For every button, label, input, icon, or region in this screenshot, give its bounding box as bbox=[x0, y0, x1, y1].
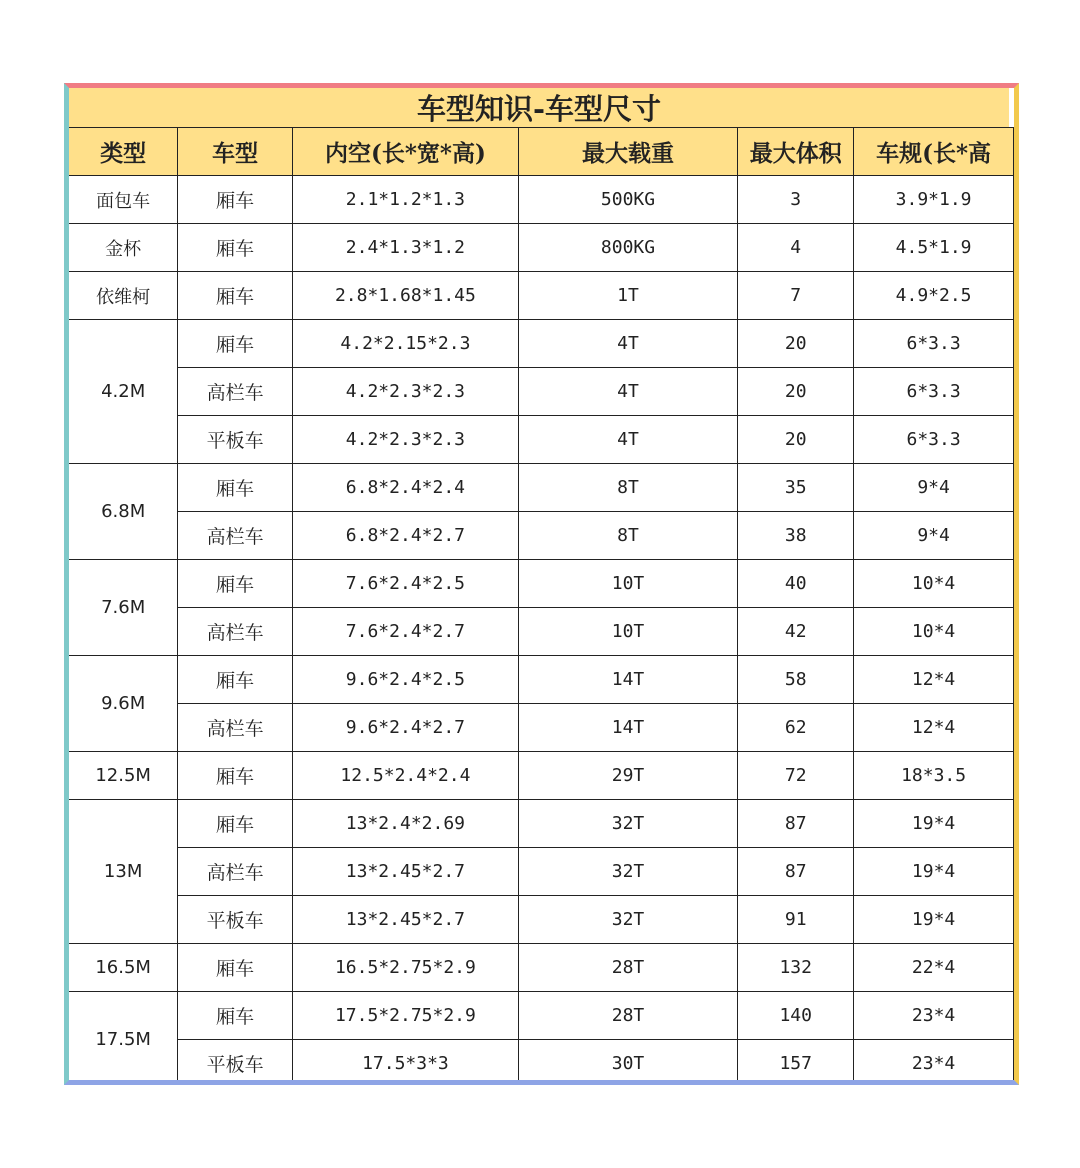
cell-vehicle-spec: 9*4 bbox=[854, 464, 1014, 512]
cell-type: 6.8M bbox=[69, 464, 178, 560]
table-row bbox=[69, 992, 1014, 1040]
cell-inner-size: 7.6*2.4*2.5 bbox=[293, 560, 519, 608]
cell-inner-size: 6.8*2.4*2.4 bbox=[293, 464, 519, 512]
cell-max-volume: 20 bbox=[738, 368, 854, 416]
cell-max-load: 30T bbox=[518, 1040, 737, 1086]
cell-max-volume: 87 bbox=[738, 848, 854, 896]
cell-type: 7.6M bbox=[69, 560, 178, 656]
table-title: 车型知识-车型尺寸 bbox=[69, 88, 1009, 128]
table-row bbox=[69, 752, 1014, 800]
cell-max-load: 28T bbox=[518, 944, 737, 992]
table-row bbox=[69, 320, 1014, 368]
cell-max-load: 800KG bbox=[518, 224, 737, 272]
cell-model: 厢车 bbox=[178, 800, 293, 848]
cell-max-volume: 72 bbox=[738, 752, 854, 800]
table-row bbox=[69, 704, 1014, 752]
table-row bbox=[69, 800, 1014, 848]
cell-inner-size: 9.6*2.4*2.7 bbox=[293, 704, 519, 752]
table-row bbox=[69, 608, 1014, 656]
cell-max-load: 8T bbox=[518, 464, 737, 512]
cell-max-load: 29T bbox=[518, 752, 737, 800]
cell-model: 厢车 bbox=[178, 176, 293, 224]
cell-vehicle-spec: 18*3.5 bbox=[854, 752, 1014, 800]
cell-max-load: 14T bbox=[518, 656, 737, 704]
cell-type: 13M bbox=[69, 800, 178, 944]
cell-vehicle-spec: 19*4 bbox=[854, 800, 1014, 848]
cell-model: 厢车 bbox=[178, 752, 293, 800]
header-max-load: 最大载重 bbox=[518, 128, 737, 176]
cell-vehicle-spec: 10*4 bbox=[854, 608, 1014, 656]
cell-vehicle-spec: 19*4 bbox=[854, 848, 1014, 896]
cell-max-load: 1T bbox=[518, 272, 737, 320]
cell-inner-size: 4.2*2.3*2.3 bbox=[293, 416, 519, 464]
header-vehicle-spec: 车规(长*高 bbox=[854, 128, 1014, 176]
cell-inner-size: 12.5*2.4*2.4 bbox=[293, 752, 519, 800]
table-row bbox=[69, 896, 1014, 944]
header-model: 车型 bbox=[178, 128, 293, 176]
cell-type: 16.5M bbox=[69, 944, 178, 992]
cell-vehicle-spec: 19*4 bbox=[854, 896, 1014, 944]
cell-vehicle-spec: 6*3.3 bbox=[854, 320, 1014, 368]
cell-max-load: 8T bbox=[518, 512, 737, 560]
table-row bbox=[69, 416, 1014, 464]
cell-inner-size: 7.6*2.4*2.7 bbox=[293, 608, 519, 656]
cell-max-volume: 91 bbox=[738, 896, 854, 944]
cell-max-volume: 42 bbox=[738, 608, 854, 656]
cell-vehicle-spec: 4.9*2.5 bbox=[854, 272, 1014, 320]
cell-inner-size: 13*2.45*2.7 bbox=[293, 848, 519, 896]
vehicle-size-table bbox=[69, 127, 1014, 1085]
cell-max-load: 14T bbox=[518, 704, 737, 752]
cell-max-load: 10T bbox=[518, 608, 737, 656]
cell-model: 平板车 bbox=[178, 896, 293, 944]
cell-vehicle-spec: 6*3.3 bbox=[854, 368, 1014, 416]
cell-type: 金杯 bbox=[69, 224, 178, 272]
cell-type: 17.5M bbox=[69, 992, 178, 1086]
cell-max-load: 32T bbox=[518, 848, 737, 896]
cell-model: 厢车 bbox=[178, 656, 293, 704]
cell-max-volume: 58 bbox=[738, 656, 854, 704]
cell-type: 12.5M bbox=[69, 752, 178, 800]
cell-model: 高栏车 bbox=[178, 608, 293, 656]
cell-vehicle-spec: 3.9*1.9 bbox=[854, 176, 1014, 224]
cell-vehicle-spec: 12*4 bbox=[854, 656, 1014, 704]
cell-model: 高栏车 bbox=[178, 848, 293, 896]
cell-vehicle-spec: 6*3.3 bbox=[854, 416, 1014, 464]
cell-inner-size: 4.2*2.15*2.3 bbox=[293, 320, 519, 368]
table-row bbox=[69, 560, 1014, 608]
cell-inner-size: 13*2.4*2.69 bbox=[293, 800, 519, 848]
cell-inner-size: 4.2*2.3*2.3 bbox=[293, 368, 519, 416]
cell-max-volume: 38 bbox=[738, 512, 854, 560]
cell-type: 依维柯 bbox=[69, 272, 178, 320]
cell-model: 厢车 bbox=[178, 992, 293, 1040]
cell-inner-size: 2.8*1.68*1.45 bbox=[293, 272, 519, 320]
cell-max-volume: 132 bbox=[738, 944, 854, 992]
cell-max-volume: 4 bbox=[738, 224, 854, 272]
cell-max-load: 32T bbox=[518, 800, 737, 848]
header-type: 类型 bbox=[69, 128, 178, 176]
cell-model: 平板车 bbox=[178, 416, 293, 464]
cell-max-volume: 20 bbox=[738, 416, 854, 464]
cell-model: 厢车 bbox=[178, 320, 293, 368]
table-row bbox=[69, 656, 1014, 704]
table-row bbox=[69, 224, 1014, 272]
cell-inner-size: 17.5*2.75*2.9 bbox=[293, 992, 519, 1040]
cell-model: 平板车 bbox=[178, 1040, 293, 1086]
cell-max-load: 10T bbox=[518, 560, 737, 608]
table-row bbox=[69, 1040, 1014, 1086]
cell-max-volume: 20 bbox=[738, 320, 854, 368]
cell-vehicle-spec: 12*4 bbox=[854, 704, 1014, 752]
cell-inner-size: 9.6*2.4*2.5 bbox=[293, 656, 519, 704]
table-row bbox=[69, 944, 1014, 992]
cell-inner-size: 6.8*2.4*2.7 bbox=[293, 512, 519, 560]
cell-type: 4.2M bbox=[69, 320, 178, 464]
cell-max-load: 4T bbox=[518, 416, 737, 464]
cell-inner-size: 2.1*1.2*1.3 bbox=[293, 176, 519, 224]
cell-max-volume: 157 bbox=[738, 1040, 854, 1086]
cell-max-volume: 3 bbox=[738, 176, 854, 224]
cell-vehicle-spec: 9*4 bbox=[854, 512, 1014, 560]
cell-inner-size: 17.5*3*3 bbox=[293, 1040, 519, 1086]
cell-max-volume: 7 bbox=[738, 272, 854, 320]
cell-inner-size: 13*2.45*2.7 bbox=[293, 896, 519, 944]
table-row bbox=[69, 176, 1014, 224]
cell-max-volume: 140 bbox=[738, 992, 854, 1040]
cell-model: 高栏车 bbox=[178, 368, 293, 416]
header-max-volume: 最大体积 bbox=[738, 128, 854, 176]
cell-max-volume: 40 bbox=[738, 560, 854, 608]
cell-max-load: 4T bbox=[518, 368, 737, 416]
cell-model: 高栏车 bbox=[178, 704, 293, 752]
cell-vehicle-spec: 22*4 bbox=[854, 944, 1014, 992]
cell-vehicle-spec: 23*4 bbox=[854, 992, 1014, 1040]
cell-vehicle-spec: 10*4 bbox=[854, 560, 1014, 608]
cell-inner-size: 2.4*1.3*1.2 bbox=[293, 224, 519, 272]
cell-vehicle-spec: 23*4 bbox=[854, 1040, 1014, 1086]
table-row bbox=[69, 368, 1014, 416]
cell-max-load: 4T bbox=[518, 320, 737, 368]
cell-max-volume: 87 bbox=[738, 800, 854, 848]
header-row bbox=[69, 128, 1014, 176]
cell-max-load: 28T bbox=[518, 992, 737, 1040]
cell-inner-size: 16.5*2.75*2.9 bbox=[293, 944, 519, 992]
table-row bbox=[69, 848, 1014, 896]
header-inner-size: 内空(长*宽*高) bbox=[293, 128, 519, 176]
cell-model: 厢车 bbox=[178, 464, 293, 512]
table-row bbox=[69, 272, 1014, 320]
cell-model: 高栏车 bbox=[178, 512, 293, 560]
cell-model: 厢车 bbox=[178, 224, 293, 272]
cell-model: 厢车 bbox=[178, 560, 293, 608]
cell-model: 厢车 bbox=[178, 272, 293, 320]
cell-type: 面包车 bbox=[69, 176, 178, 224]
cell-type: 9.6M bbox=[69, 656, 178, 752]
table-row bbox=[69, 512, 1014, 560]
cell-max-volume: 62 bbox=[738, 704, 854, 752]
cell-max-load: 500KG bbox=[518, 176, 737, 224]
table-row bbox=[69, 464, 1014, 512]
cell-max-load: 32T bbox=[518, 896, 737, 944]
cell-max-volume: 35 bbox=[738, 464, 854, 512]
cell-model: 厢车 bbox=[178, 944, 293, 992]
table-frame bbox=[64, 83, 1019, 1085]
cell-vehicle-spec: 4.5*1.9 bbox=[854, 224, 1014, 272]
